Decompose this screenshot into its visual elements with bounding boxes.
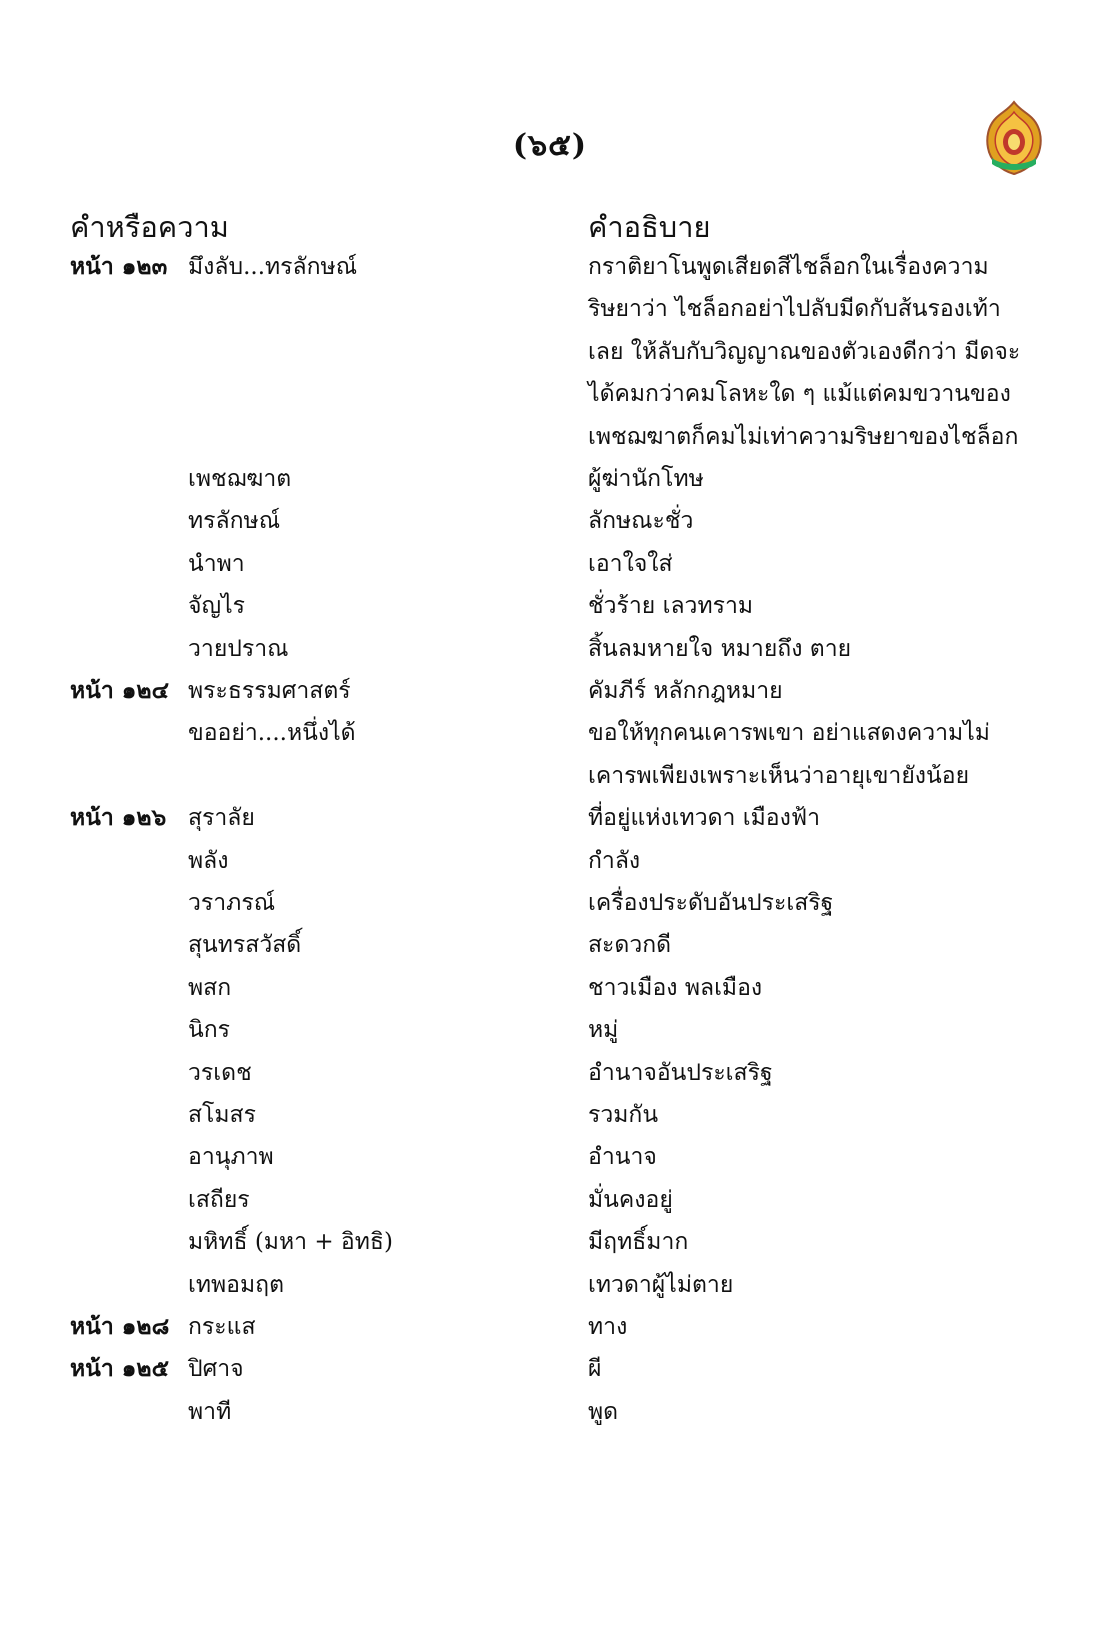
entry-definition <box>588 458 1036 500</box>
entry-term: พสก <box>188 974 232 1001</box>
glossary-entry <box>0 670 1100 714</box>
entry-definition <box>588 924 1036 966</box>
definition-line: ผี <box>588 1356 602 1383</box>
entry-term: นิกร <box>188 1017 231 1044</box>
definition-line: มีฤทธิ์มาก <box>588 1229 689 1256</box>
definition-line: เคารพเพียงเพราะเห็นว่าอายุเขายังน้อย <box>588 762 970 789</box>
definition-line: ชาวเมือง พลเมือง <box>588 974 763 1001</box>
entry-page-ref: หน้า ๑๒๘ <box>70 1313 170 1340</box>
entry-definition <box>588 500 1036 542</box>
entry-definition <box>588 1221 1036 1263</box>
glossary-entry <box>0 1009 1100 1053</box>
glossary-entry <box>0 1221 1100 1265</box>
entry-page-ref: หน้า ๑๒๔ <box>70 677 169 704</box>
entry-term: นำพา <box>188 550 245 577</box>
glossary-entry <box>0 1264 1100 1308</box>
entry-term: ปิศาจ <box>188 1356 244 1383</box>
entry-definition <box>588 1009 1036 1051</box>
entry-term: จัญไร <box>188 593 245 620</box>
entry-definition <box>588 543 1036 585</box>
term-column-header: คำหรือความ <box>70 210 229 244</box>
definition-line: เทวดาผู้ไม่ตาย <box>588 1271 734 1298</box>
glossary-entry <box>0 1348 1100 1392</box>
glossary-entry <box>0 1179 1100 1223</box>
entry-definition <box>588 1348 1036 1390</box>
glossary-entry <box>0 712 1100 789</box>
entry-definition <box>588 797 1036 839</box>
glossary-entry <box>0 1052 1100 1096</box>
entry-definition <box>588 1094 1036 1136</box>
definition-line: รวมกัน <box>588 1102 659 1128</box>
definition-line: ผู้ฆ่านักโทษ <box>588 466 704 492</box>
entry-term: พาที <box>188 1398 232 1425</box>
definition-line: หมู่ <box>588 1017 619 1044</box>
entry-definition <box>588 967 1036 1009</box>
entry-term: สุราลัย <box>188 805 255 832</box>
definition-line: ขอให้ทุกคนเคารพเขา อย่าแสดงความไม่ <box>588 720 990 747</box>
entry-term: สุนทรสวัสดิ์ <box>188 932 302 959</box>
entry-term: วราภรณ์ <box>188 890 276 916</box>
glossary-entry <box>0 924 1100 968</box>
definition-line: ชั่วร้าย เลวทราม <box>588 593 754 620</box>
entry-page-ref: หน้า ๑๒๓ <box>70 253 168 280</box>
definition-line: เลย ให้ลับกับวิญญาณของตัวเองดีกว่า มีดจะ <box>588 338 1021 365</box>
definition-column-header: คำอธิบาย <box>588 210 711 244</box>
glossary-entry <box>0 458 1100 502</box>
entry-definition <box>588 1306 1036 1348</box>
entry-definition <box>588 246 1036 458</box>
glossary-entry <box>0 1136 1100 1180</box>
definition-line: มั่นคงอยู่ <box>588 1186 673 1213</box>
entry-term: สโมสร <box>188 1102 256 1128</box>
glossary-entry <box>0 797 1100 841</box>
entry-term: กระแส <box>188 1314 256 1340</box>
glossary-entry <box>0 967 1100 1011</box>
definition-line: ริษยาว่า ไชล็อกอย่าไปลับมีดกับส้นรองเท้า <box>588 296 1001 323</box>
definition-line: อำนาจอันประเสริฐ <box>588 1059 773 1086</box>
glossary-entry <box>0 500 1100 544</box>
entry-term: พลัง <box>188 847 229 874</box>
definition-line: อำนาจ <box>588 1144 657 1171</box>
entry-definition <box>588 840 1036 882</box>
glossary-entry <box>0 628 1100 672</box>
definition-line: สิ้นลมหายใจ หมายถึง ตาย <box>588 635 852 662</box>
entry-term: อานุภาพ <box>188 1144 274 1171</box>
definition-line: เครื่องประดับอันประเสริฐ <box>588 890 834 916</box>
definition-line: คัมภีร์ หลักกฎหมาย <box>588 678 783 704</box>
definition-line: เพชฌฆาตก็คมไม่เท่าความริษยาของไชล็อก <box>588 423 1019 450</box>
entry-definition <box>588 670 1036 712</box>
definition-line: เอาใจใส่ <box>588 550 673 577</box>
glossary-entry <box>0 882 1100 926</box>
entry-term: ขออย่า....หนึ่งได้ <box>188 720 356 747</box>
definition-line: ได้คมกว่าคมโลหะใด ๆ แม้แต่คมขวานของ <box>588 381 1011 408</box>
entry-page-ref: หน้า ๑๒๕ <box>70 1355 169 1383</box>
glossary-entry <box>0 840 1100 884</box>
entry-term: เพชฌฆาต <box>188 466 292 492</box>
entry-term: วรเดช <box>188 1059 252 1086</box>
entry-definition <box>588 628 1036 670</box>
entry-term: มึงลับ...ทรลักษณ์ <box>188 254 358 280</box>
definition-line: พูด <box>588 1398 619 1425</box>
definition-line: ทาง <box>588 1314 628 1340</box>
entry-term: เสถียร <box>188 1186 250 1213</box>
glossary-entry <box>0 543 1100 587</box>
entry-definition <box>588 1391 1036 1433</box>
entry-definition <box>588 585 1036 627</box>
entry-definition <box>588 712 1036 797</box>
definition-line: สะดวกดี <box>588 932 672 959</box>
entry-term: พระธรรมศาสตร์ <box>188 678 351 704</box>
entry-definition <box>588 1052 1036 1094</box>
definition-line: กราติยาโนพูดเสียดสีไชล็อกในเรื่องความ <box>588 254 989 280</box>
entry-term: ทรลักษณ์ <box>188 508 281 535</box>
entry-term: มหิทธิ์ (มหา + อิทธิ) <box>188 1229 393 1256</box>
definition-line: ลักษณะชั่ว <box>588 508 694 535</box>
entry-term: เทพอมฤต <box>188 1271 285 1298</box>
definition-line: กำลัง <box>588 847 641 874</box>
entry-definition <box>588 1179 1036 1221</box>
glossary-entry <box>0 246 1100 450</box>
glossary-entry <box>0 1306 1100 1350</box>
glossary-entry <box>0 585 1100 629</box>
emblem-icon <box>982 100 1046 176</box>
page-number: (๖๕) <box>512 128 588 163</box>
glossary-entry <box>0 1391 1100 1435</box>
entry-page-ref: หน้า ๑๒๖ <box>70 804 167 832</box>
entry-term: วายปราณ <box>188 635 289 662</box>
entry-definition <box>588 882 1036 924</box>
entry-definition <box>588 1136 1036 1178</box>
entry-definition <box>588 1264 1036 1306</box>
definition-line: ที่อยู่แห่งเทวดา เมืองฟ้า <box>588 805 821 832</box>
glossary-entry <box>0 1094 1100 1138</box>
